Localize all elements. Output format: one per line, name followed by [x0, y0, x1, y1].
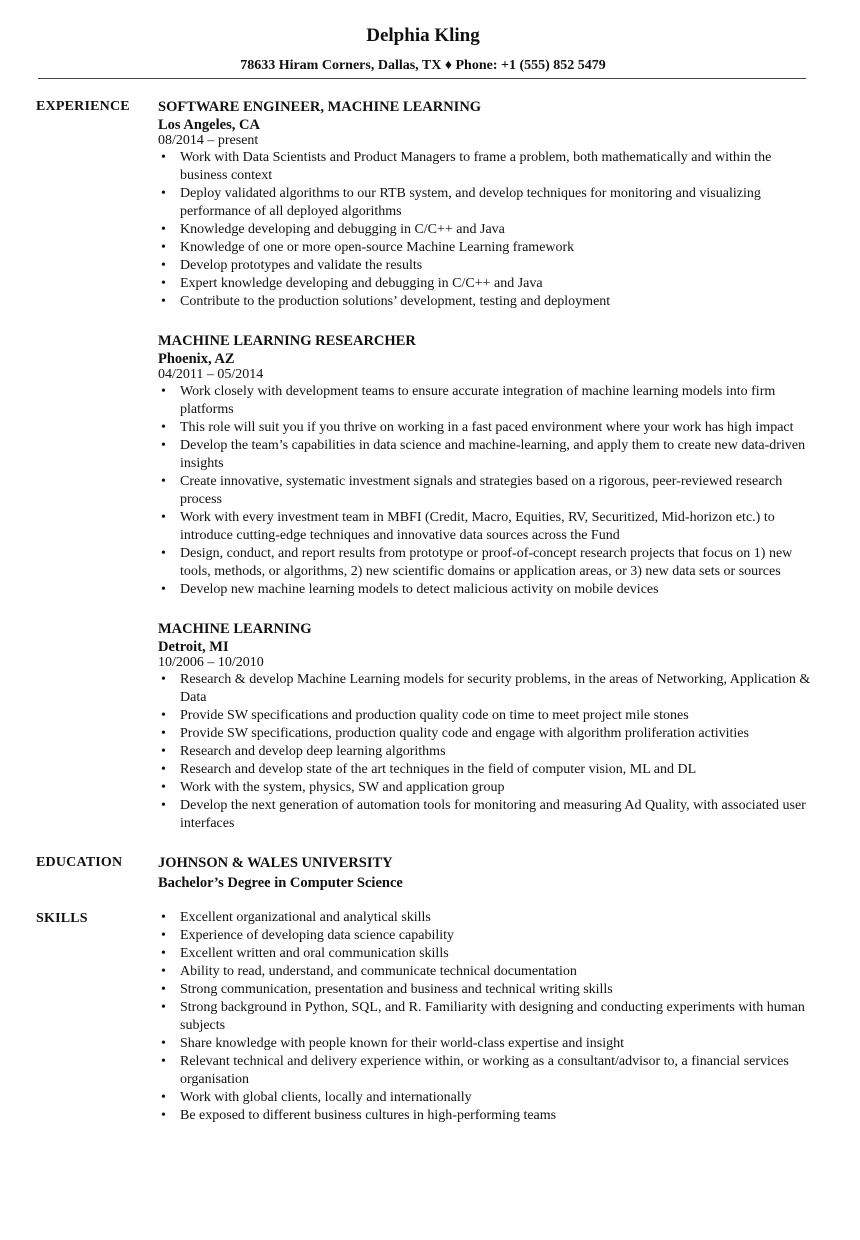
job-bullets — [158, 149, 818, 311]
bullet-item: • Knowledge developing and debugging in C/C++ and Java — [158, 221, 818, 239]
bullet-item: • Develop new machine learning models to detect malicious activity on mobile devices — [158, 581, 818, 599]
job-bullets — [158, 671, 818, 833]
skill-item: • Be exposed to different business cultures in high-performing teams — [158, 1107, 818, 1125]
job-location: Detroit, MI — [158, 639, 229, 655]
bullet-item: • Create innovative, systematic investment signals and strategies based on a rigorous, peer-reviewed research process — [158, 473, 818, 509]
education-body — [158, 853, 818, 893]
section-label-education: EDUCATION — [36, 855, 123, 870]
bullet-item: • Deploy validated algorithms to our RTB system, and develop techniques for monitoring and visualizing performance of all deployed algorithms — [158, 185, 818, 221]
skill-item: • Excellent written and oral communication skills — [158, 945, 818, 963]
bullet-item: • Work with the system, physics, SW and application group — [158, 779, 818, 797]
bullet-item: • Contribute to the production solutions’ development, testing and deployment — [158, 293, 818, 311]
bullet-item: • Knowledge of one or more open-source Machine Learning framework — [158, 239, 818, 257]
job-entry — [158, 331, 818, 599]
skill-item: • Share knowledge with people known for their world-class expertise and insight — [158, 1035, 818, 1053]
job-dates: 10/2006 – 10/2010 — [158, 655, 264, 670]
job-entry — [158, 97, 818, 311]
header-divider — [38, 78, 806, 79]
skill-item: • Strong communication, presentation and business and technical writing skills — [158, 981, 818, 999]
bullet-item: • Expert knowledge developing and debugging in C/C++ and Java — [158, 275, 818, 293]
job-dates: 04/2011 – 05/2014 — [158, 367, 264, 382]
education-section — [0, 853, 860, 893]
bullet-item: • Design, conduct, and report results from prototype or proof-of-concept research projects that focus on 1) new tools, methods, or algorithms, 2) new scientific domains or application areas, or 3) new data sets or sources — [158, 545, 818, 581]
school-name: JOHNSON & WALES UNIVERSITY — [158, 855, 393, 871]
section-label-experience: EXPERIENCE — [36, 99, 130, 114]
candidate-name: Delphia Kling — [366, 25, 480, 46]
bullet-item: • Develop the team’s capabilities in data science and machine-learning, and apply them to create new data-driven insights — [158, 437, 818, 473]
job-location: Los Angeles, CA — [158, 117, 260, 133]
skill-item: • Relevant technical and delivery experience within, or working as a consultant/advisor to, a financial services organisation — [158, 1053, 818, 1089]
bullet-item: • Work with every investment team in MBFI (Credit, Macro, Equities, RV, Securitized, Mid-horizon etc.) to introduce cutting-edge techniques and innovative data sources across the Fund — [158, 509, 818, 545]
bullet-item: • Provide SW specifications and production quality code on time to meet project mile stones — [158, 707, 818, 725]
skill-item: • Excellent organizational and analytical skills — [158, 909, 818, 927]
experience-list — [158, 97, 818, 833]
skill-item: • Work with global clients, locally and internationally — [158, 1089, 818, 1107]
bullet-item: • Work with Data Scientists and Product Managers to frame a problem, both mathematically and within the business context — [158, 149, 818, 185]
experience-section — [0, 97, 860, 833]
resume-content — [0, 97, 860, 1125]
bullet-item: • Research and develop deep learning algorithms — [158, 743, 818, 761]
skills-section — [0, 909, 860, 1125]
degree: Bachelor’s Degree in Computer Science — [158, 875, 403, 891]
job-location: Phoenix, AZ — [158, 351, 235, 367]
bullet-item: • Research & develop Machine Learning models for security problems, in the areas of Networking, Application & Data — [158, 671, 818, 707]
bullet-item: • Develop the next generation of automation tools for monitoring and measuring Ad Quality, with associated user interfaces — [158, 797, 818, 833]
job-title: MACHINE LEARNING RESEARCHER — [158, 333, 416, 349]
bullet-item: • Develop prototypes and validate the results — [158, 257, 818, 275]
contact-line: 78633 Hiram Corners, Dallas, TX ♦ Phone: +1 (555) 852 5479 — [240, 58, 606, 73]
section-label-skills: SKILLS — [36, 911, 88, 926]
job-title: SOFTWARE ENGINEER, MACHINE LEARNING — [158, 99, 482, 115]
skill-item: • Strong background in Python, SQL, and R. Familiarity with designing and conducting experiments with human subjects — [158, 999, 818, 1035]
job-entry — [158, 619, 818, 833]
skills-list — [158, 909, 818, 1125]
bullet-item: • Work closely with development teams to ensure accurate integration of machine learning models into firm platforms — [158, 383, 818, 419]
job-title: MACHINE LEARNING — [158, 621, 312, 637]
job-bullets — [158, 383, 818, 599]
bullet-item: • This role will suit you if you thrive on working in a fast paced environment where your work has high impact — [158, 419, 818, 437]
skills-body — [158, 909, 818, 1125]
job-dates: 08/2014 – present — [158, 133, 259, 148]
bullet-item: • Research and develop state of the art techniques in the field of computer vision, ML and DL — [158, 761, 818, 779]
skill-item: • Ability to read, understand, and communicate technical documentation — [158, 963, 818, 981]
skill-item: • Experience of developing data science capability — [158, 927, 818, 945]
bullet-item: • Provide SW specifications, production quality code and engage with algorithm proliferation activities — [158, 725, 818, 743]
